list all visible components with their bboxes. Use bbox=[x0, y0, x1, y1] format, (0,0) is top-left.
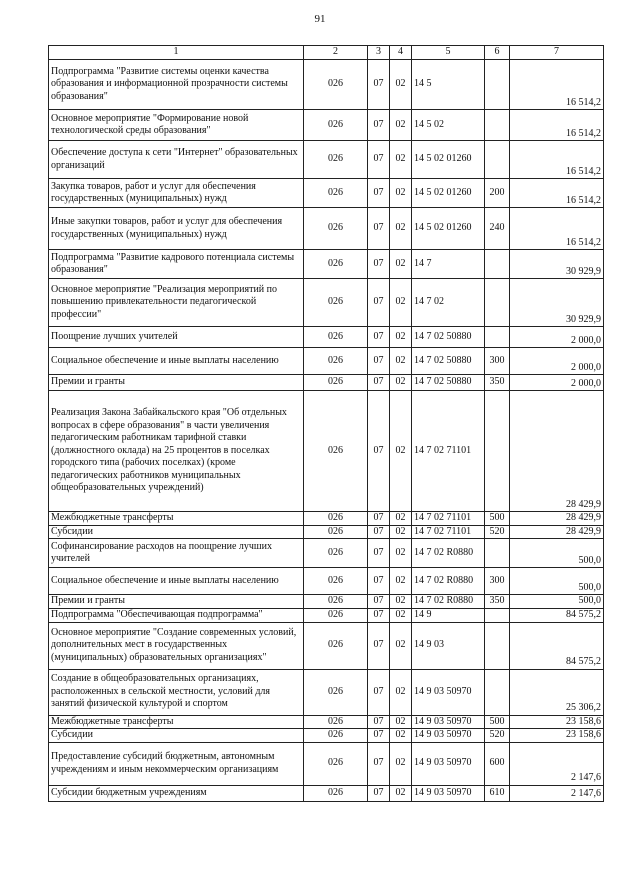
cell-amount: 2 000,0 bbox=[510, 348, 604, 375]
header-row bbox=[49, 46, 604, 60]
cell-amount: 28 429,9 bbox=[510, 525, 604, 539]
cell-target-article: 14 7 bbox=[412, 250, 485, 279]
cell-expense-type bbox=[485, 539, 510, 568]
cell-amount: 28 429,9 bbox=[510, 512, 604, 526]
cell-expense-type: 600 bbox=[485, 742, 510, 785]
table-row bbox=[49, 60, 604, 110]
cell-name: Подпрограмма "Развитие кадрового потенциала системы образования" bbox=[49, 250, 304, 279]
cell-subsection: 02 bbox=[390, 208, 412, 250]
cell-subsection: 02 bbox=[390, 110, 412, 141]
cell-expense-type bbox=[485, 622, 510, 669]
cell-amount: 23 158,6 bbox=[510, 715, 604, 729]
cell-grbs: 026 bbox=[304, 669, 368, 715]
cell-grbs: 026 bbox=[304, 729, 368, 743]
cell-expense-type: 500 bbox=[485, 715, 510, 729]
cell-subsection: 02 bbox=[390, 525, 412, 539]
cell-expense-type: 240 bbox=[485, 208, 510, 250]
cell-target-article: 14 9 03 50970 bbox=[412, 742, 485, 785]
cell-section: 07 bbox=[368, 539, 390, 568]
cell-amount: 16 514,2 bbox=[510, 208, 604, 250]
cell-section: 07 bbox=[368, 595, 390, 609]
table-row bbox=[49, 327, 604, 348]
cell-amount: 2 147,6 bbox=[510, 742, 604, 785]
cell-expense-type bbox=[485, 60, 510, 110]
cell-target-article: 14 5 02 01260 bbox=[412, 179, 485, 208]
cell-expense-type: 300 bbox=[485, 348, 510, 375]
cell-name: Подпрограмма "Развитие системы оценки качества образования и информационной прозрачности системы образования" bbox=[49, 60, 304, 110]
table-row bbox=[49, 622, 604, 669]
header-cell-section: 3 bbox=[368, 46, 390, 60]
cell-expense-type bbox=[485, 279, 510, 327]
cell-target-article: 14 9 03 50970 bbox=[412, 669, 485, 715]
cell-name: Межбюджетные трансферты bbox=[49, 715, 304, 729]
cell-name: Основное мероприятие "Формирование новой технологической среды образования" bbox=[49, 110, 304, 141]
cell-target-article: 14 9 03 50970 bbox=[412, 729, 485, 743]
cell-name: Субсидии bbox=[49, 729, 304, 743]
cell-target-article: 14 7 02 R0880 bbox=[412, 539, 485, 568]
header-cell-subsection: 4 bbox=[390, 46, 412, 60]
cell-grbs: 026 bbox=[304, 208, 368, 250]
cell-section: 07 bbox=[368, 568, 390, 595]
cell-expense-type: 350 bbox=[485, 595, 510, 609]
cell-name: Социальное обеспечение и иные выплаты населению bbox=[49, 568, 304, 595]
cell-section: 07 bbox=[368, 110, 390, 141]
cell-section: 07 bbox=[368, 141, 390, 179]
header-cell-amount: 7 bbox=[510, 46, 604, 60]
cell-expense-type: 610 bbox=[485, 785, 510, 801]
cell-amount: 2 000,0 bbox=[510, 375, 604, 391]
cell-subsection: 02 bbox=[390, 669, 412, 715]
table-row bbox=[49, 669, 604, 715]
cell-target-article: 14 7 02 R0880 bbox=[412, 568, 485, 595]
table-row bbox=[49, 179, 604, 208]
cell-target-article: 14 5 02 01260 bbox=[412, 208, 485, 250]
cell-target-article: 14 5 02 01260 bbox=[412, 141, 485, 179]
cell-grbs: 026 bbox=[304, 608, 368, 622]
cell-name: Поощрение лучших учителей bbox=[49, 327, 304, 348]
cell-section: 07 bbox=[368, 729, 390, 743]
table-row bbox=[49, 595, 604, 609]
cell-name: Реализация Закона Забайкальского края "Об отдельных вопросах в сфере образования" в части увеличения педагогическим работникам тарифной ставки (должностного оклада) на 25 процентов в поселках городского типа (рабочих поселках) (кроме педагогических работников муниципальных общеобразовательных учреждений) bbox=[49, 391, 304, 512]
table-row bbox=[49, 715, 604, 729]
cell-grbs: 026 bbox=[304, 327, 368, 348]
cell-expense-type: 520 bbox=[485, 729, 510, 743]
cell-grbs: 026 bbox=[304, 179, 368, 208]
cell-amount: 16 514,2 bbox=[510, 179, 604, 208]
cell-grbs: 026 bbox=[304, 742, 368, 785]
cell-amount: 30 929,9 bbox=[510, 250, 604, 279]
cell-subsection: 02 bbox=[390, 279, 412, 327]
cell-grbs: 026 bbox=[304, 622, 368, 669]
cell-amount: 16 514,2 bbox=[510, 141, 604, 179]
cell-expense-type: 200 bbox=[485, 179, 510, 208]
cell-name: Основное мероприятие "Создание современных условий, дополнительных мест в государственных (муниципальных) образовательных организациях" bbox=[49, 622, 304, 669]
table-row bbox=[49, 729, 604, 743]
header-cell-name: 1 bbox=[49, 46, 304, 60]
cell-grbs: 026 bbox=[304, 715, 368, 729]
cell-grbs: 026 bbox=[304, 595, 368, 609]
cell-name: Социальное обеспечение и иные выплаты населению bbox=[49, 348, 304, 375]
cell-expense-type: 520 bbox=[485, 525, 510, 539]
table-row bbox=[49, 512, 604, 526]
cell-grbs: 026 bbox=[304, 525, 368, 539]
cell-section: 07 bbox=[368, 179, 390, 208]
cell-target-article: 14 5 02 bbox=[412, 110, 485, 141]
cell-expense-type bbox=[485, 110, 510, 141]
cell-expense-type: 350 bbox=[485, 375, 510, 391]
cell-subsection: 02 bbox=[390, 539, 412, 568]
cell-expense-type bbox=[485, 250, 510, 279]
cell-grbs: 026 bbox=[304, 60, 368, 110]
cell-amount: 84 575,2 bbox=[510, 608, 604, 622]
cell-target-article: 14 9 03 50970 bbox=[412, 785, 485, 801]
cell-grbs: 026 bbox=[304, 391, 368, 512]
cell-subsection: 02 bbox=[390, 348, 412, 375]
cell-section: 07 bbox=[368, 348, 390, 375]
cell-grbs: 026 bbox=[304, 348, 368, 375]
cell-subsection: 02 bbox=[390, 141, 412, 179]
cell-section: 07 bbox=[368, 715, 390, 729]
table-row bbox=[49, 568, 604, 595]
table-row bbox=[49, 348, 604, 375]
cell-name: Основное мероприятие "Реализация мероприятий по повышению привлекательности педагогической профессии" bbox=[49, 279, 304, 327]
cell-name: Софинансирование расходов на поощрение лучших учителей bbox=[49, 539, 304, 568]
table-body bbox=[49, 60, 604, 802]
cell-target-article: 14 7 02 bbox=[412, 279, 485, 327]
cell-amount: 2 147,6 bbox=[510, 785, 604, 801]
cell-section: 07 bbox=[368, 391, 390, 512]
cell-target-article: 14 7 02 R0880 bbox=[412, 595, 485, 609]
cell-section: 07 bbox=[368, 375, 390, 391]
cell-grbs: 026 bbox=[304, 785, 368, 801]
cell-subsection: 02 bbox=[390, 715, 412, 729]
cell-grbs: 026 bbox=[304, 512, 368, 526]
cell-subsection: 02 bbox=[390, 375, 412, 391]
header-cell-target-article: 5 bbox=[412, 46, 485, 60]
cell-expense-type bbox=[485, 391, 510, 512]
cell-amount: 2 000,0 bbox=[510, 327, 604, 348]
cell-name: Подпрограмма "Обеспечивающая подпрограмма" bbox=[49, 608, 304, 622]
cell-section: 07 bbox=[368, 279, 390, 327]
table-row bbox=[49, 539, 604, 568]
header-cell-grbs: 2 bbox=[304, 46, 368, 60]
cell-target-article: 14 9 bbox=[412, 608, 485, 622]
cell-section: 07 bbox=[368, 327, 390, 348]
cell-name: Предоставление субсидий бюджетным, автономным учреждениям и иным некоммерческим организациям bbox=[49, 742, 304, 785]
cell-name: Иные закупки товаров, работ и услуг для обеспечения государственных (муниципальных) нужд bbox=[49, 208, 304, 250]
cell-amount: 500,0 bbox=[510, 595, 604, 609]
cell-subsection: 02 bbox=[390, 327, 412, 348]
cell-subsection: 02 bbox=[390, 622, 412, 669]
cell-subsection: 02 bbox=[390, 179, 412, 208]
cell-section: 07 bbox=[368, 525, 390, 539]
cell-expense-type: 500 bbox=[485, 512, 510, 526]
table-row bbox=[49, 785, 604, 801]
cell-section: 07 bbox=[368, 742, 390, 785]
cell-amount: 500,0 bbox=[510, 539, 604, 568]
table-row bbox=[49, 141, 604, 179]
cell-target-article: 14 7 02 50880 bbox=[412, 375, 485, 391]
cell-amount: 25 306,2 bbox=[510, 669, 604, 715]
cell-target-article: 14 7 02 71101 bbox=[412, 525, 485, 539]
cell-section: 07 bbox=[368, 250, 390, 279]
cell-section: 07 bbox=[368, 208, 390, 250]
cell-amount: 16 514,2 bbox=[510, 60, 604, 110]
cell-amount: 30 929,9 bbox=[510, 279, 604, 327]
cell-subsection: 02 bbox=[390, 608, 412, 622]
cell-grbs: 026 bbox=[304, 539, 368, 568]
cell-target-article: 14 9 03 50970 bbox=[412, 715, 485, 729]
cell-expense-type bbox=[485, 608, 510, 622]
cell-name: Закупка товаров, работ и услуг для обеспечения государственных (муниципальных) нужд bbox=[49, 179, 304, 208]
cell-section: 07 bbox=[368, 785, 390, 801]
cell-amount: 28 429,9 bbox=[510, 391, 604, 512]
cell-grbs: 026 bbox=[304, 375, 368, 391]
cell-expense-type bbox=[485, 327, 510, 348]
table-row bbox=[49, 391, 604, 512]
cell-expense-type: 300 bbox=[485, 568, 510, 595]
cell-name: Субсидии бюджетным учреждениям bbox=[49, 785, 304, 801]
cell-subsection: 02 bbox=[390, 250, 412, 279]
cell-target-article: 14 9 03 bbox=[412, 622, 485, 669]
cell-name: Субсидии bbox=[49, 525, 304, 539]
budget-table bbox=[48, 45, 604, 802]
cell-subsection: 02 bbox=[390, 60, 412, 110]
cell-section: 07 bbox=[368, 669, 390, 715]
cell-name: Премии и гранты bbox=[49, 375, 304, 391]
cell-target-article: 14 7 02 50880 bbox=[412, 348, 485, 375]
cell-subsection: 02 bbox=[390, 729, 412, 743]
cell-target-article: 14 5 bbox=[412, 60, 485, 110]
cell-name: Межбюджетные трансферты bbox=[49, 512, 304, 526]
table-row bbox=[49, 525, 604, 539]
table-row bbox=[49, 208, 604, 250]
cell-expense-type bbox=[485, 141, 510, 179]
table-row bbox=[49, 250, 604, 279]
cell-subsection: 02 bbox=[390, 742, 412, 785]
cell-grbs: 026 bbox=[304, 110, 368, 141]
cell-section: 07 bbox=[368, 622, 390, 669]
cell-subsection: 02 bbox=[390, 785, 412, 801]
cell-amount: 84 575,2 bbox=[510, 622, 604, 669]
table-row bbox=[49, 608, 604, 622]
table-row bbox=[49, 375, 604, 391]
cell-name: Обеспечение доступа к сети "Интернет" образовательных организаций bbox=[49, 141, 304, 179]
cell-section: 07 bbox=[368, 60, 390, 110]
cell-amount: 500,0 bbox=[510, 568, 604, 595]
cell-section: 07 bbox=[368, 512, 390, 526]
cell-section: 07 bbox=[368, 608, 390, 622]
cell-expense-type bbox=[485, 669, 510, 715]
table-row bbox=[49, 742, 604, 785]
cell-subsection: 02 bbox=[390, 595, 412, 609]
table-row bbox=[49, 110, 604, 141]
cell-target-article: 14 7 02 71101 bbox=[412, 391, 485, 512]
cell-grbs: 026 bbox=[304, 141, 368, 179]
cell-subsection: 02 bbox=[390, 512, 412, 526]
table-row bbox=[49, 279, 604, 327]
cell-subsection: 02 bbox=[390, 391, 412, 512]
cell-target-article: 14 7 02 71101 bbox=[412, 512, 485, 526]
cell-name: Премии и гранты bbox=[49, 595, 304, 609]
cell-amount: 16 514,2 bbox=[510, 110, 604, 141]
cell-grbs: 026 bbox=[304, 568, 368, 595]
header-cell-expense-type: 6 bbox=[485, 46, 510, 60]
cell-grbs: 026 bbox=[304, 279, 368, 327]
cell-amount: 23 158,6 bbox=[510, 729, 604, 743]
cell-name: Создание в общеобразовательных организациях, расположенных в сельской местности, условий для занятий физической культурой и спортом bbox=[49, 669, 304, 715]
cell-grbs: 026 bbox=[304, 250, 368, 279]
cell-target-article: 14 7 02 50880 bbox=[412, 327, 485, 348]
cell-subsection: 02 bbox=[390, 568, 412, 595]
page-number: 91 bbox=[314, 13, 326, 25]
